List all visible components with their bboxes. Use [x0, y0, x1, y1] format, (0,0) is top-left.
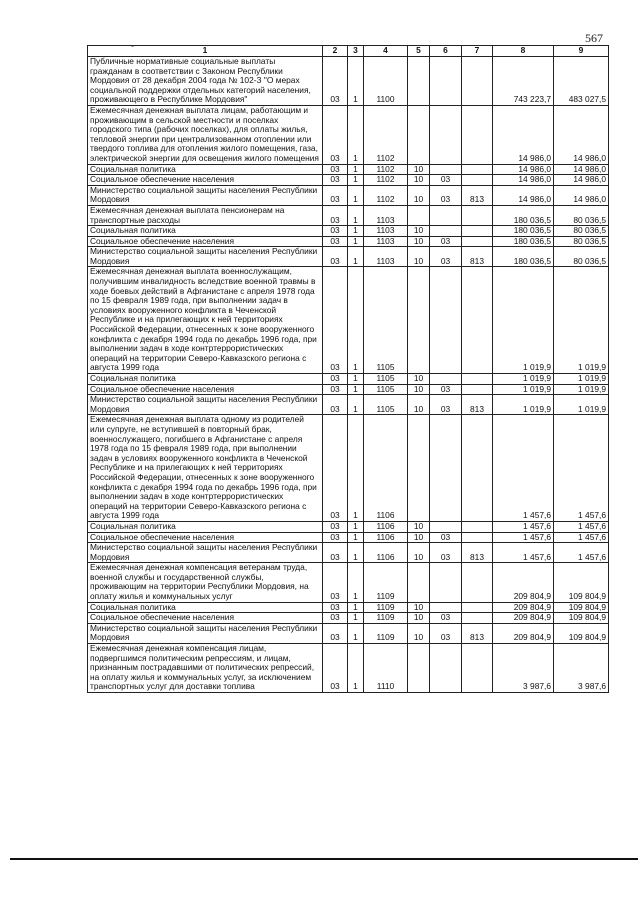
code-7: [462, 226, 493, 237]
code-7: 813: [462, 247, 493, 267]
table-row: [88, 602, 609, 613]
row-description: Ежемесячная денежная выплата одному из родителей или супруге, не вступившей в повторный брак, военнослужащего, погибшего в Афганистане с апреля 1978 года по 15 февраля 1989 года, при выполнении задач в условиях вооруженного конфликта в Чеченской Республике и на прилегающих к ней территориях Российской Федерации, отнесенных к зоне вооруженного конфликта с декабря 1994 года по декабрь 1996 года, при выполнении задач в ходе контртеррористических операций на территории Северо-Кавказского региона с августа 1999 года: [88, 415, 323, 522]
code-6: [430, 105, 462, 164]
amount-9: 109 804,9: [554, 613, 609, 624]
amount-8: 1 019,9: [493, 384, 554, 395]
code-2: 03: [323, 644, 348, 693]
amount-9: 483 027,5: [554, 57, 609, 106]
amount-9: 1 457,6: [554, 532, 609, 543]
amount-9: 80 036,5: [554, 205, 609, 225]
amount-8: 1 019,9: [493, 374, 554, 385]
code-3: 1: [348, 267, 364, 374]
code-7: [462, 563, 493, 602]
amount-8: 1 457,6: [493, 521, 554, 532]
code-5: [408, 205, 430, 225]
code-4: 1102: [364, 185, 408, 205]
column-header-5: 5: [408, 46, 430, 57]
code-6: 03: [430, 185, 462, 205]
code-2: 03: [323, 267, 348, 374]
row-description: Ежемесячная денежная выплата лицам, работающим и проживающим в сельской местности и поселках городского типа (рабочих поселках), для оплаты жилья, тепловой энергии при централизованном отоплении или твердого топлива для отопления жилого помещения, газа, электрической энергии для освещения жилого помещения: [88, 105, 323, 164]
code-5: 10: [408, 384, 430, 395]
row-description: Министерство социальной защиты населения Республики Мордовия: [88, 185, 323, 205]
amount-9: 3 987,6: [554, 644, 609, 693]
amount-9: 80 036,5: [554, 226, 609, 237]
code-3: 1: [348, 164, 364, 175]
code-7: [462, 175, 493, 186]
column-header-9: 9: [554, 46, 609, 57]
column-header-3: 3: [348, 46, 364, 57]
code-2: 03: [323, 164, 348, 175]
code-7: [462, 57, 493, 106]
amount-8: 14 986,0: [493, 185, 554, 205]
code-3: 1: [348, 415, 364, 522]
code-2: 03: [323, 395, 348, 415]
code-7: [462, 236, 493, 247]
row-description: Министерство социальной защиты населения Республики Мордовия: [88, 623, 323, 643]
amount-8: 743 223,7: [493, 57, 554, 106]
code-2: 03: [323, 613, 348, 624]
code-3: 1: [348, 236, 364, 247]
code-5: [408, 644, 430, 693]
amount-8: 209 804,9: [493, 623, 554, 643]
code-2: 03: [323, 374, 348, 385]
table-body: [88, 57, 609, 693]
code-2: 03: [323, 532, 348, 543]
code-2: 03: [323, 602, 348, 613]
code-6: [430, 415, 462, 522]
table-row: [88, 226, 609, 237]
amount-8: 1 019,9: [493, 267, 554, 374]
amount-9: 14 986,0: [554, 175, 609, 186]
table-row: [88, 236, 609, 247]
amount-8: 180 036,5: [493, 236, 554, 247]
amount-8: 209 804,9: [493, 563, 554, 602]
code-5: [408, 57, 430, 106]
code-7: 813: [462, 543, 493, 563]
code-2: 03: [323, 415, 348, 522]
table-row: [88, 175, 609, 186]
table-row: [88, 267, 609, 374]
amount-8: 14 986,0: [493, 175, 554, 186]
header-row: [88, 46, 609, 57]
code-3: 1: [348, 57, 364, 106]
column-header-7: 7: [462, 46, 493, 57]
code-3: 1: [348, 644, 364, 693]
row-description: Социальное обеспечение населения: [88, 175, 323, 186]
code-2: 03: [323, 57, 348, 106]
code-4: 1102: [364, 175, 408, 186]
code-5: [408, 105, 430, 164]
amount-8: 180 036,5: [493, 247, 554, 267]
code-5: 10: [408, 623, 430, 643]
code-2: 03: [323, 236, 348, 247]
page-number: 567: [585, 31, 603, 45]
code-3: 1: [348, 532, 364, 543]
code-6: [430, 57, 462, 106]
amount-9: 1 019,9: [554, 384, 609, 395]
table-row: [88, 384, 609, 395]
code-6: [430, 205, 462, 225]
table-row: [88, 623, 609, 643]
amount-9: 14 986,0: [554, 105, 609, 164]
amount-8: 1 019,9: [493, 395, 554, 415]
column-header-4: 4: [364, 46, 408, 57]
code-6: 03: [430, 532, 462, 543]
code-5: 10: [408, 602, 430, 613]
row-description: Ежемесячная денежная выплата пенсионерам на транспортные расходы: [88, 205, 323, 225]
code-4: 1103: [364, 236, 408, 247]
code-6: [430, 226, 462, 237]
code-3: 1: [348, 185, 364, 205]
amount-8: 180 036,5: [493, 205, 554, 225]
code-2: 03: [323, 247, 348, 267]
code-4: 1105: [364, 384, 408, 395]
amount-8: 209 804,9: [493, 613, 554, 624]
code-5: 10: [408, 185, 430, 205]
code-4: 1106: [364, 521, 408, 532]
code-2: 03: [323, 226, 348, 237]
table-row: [88, 247, 609, 267]
code-7: [462, 374, 493, 385]
amount-8: 1 457,6: [493, 415, 554, 522]
amount-9: 1 019,9: [554, 374, 609, 385]
code-3: 1: [348, 175, 364, 186]
column-header-1: 1: [88, 46, 323, 57]
code-5: [408, 415, 430, 522]
bottom-rule: [10, 858, 638, 860]
amount-9: 109 804,9: [554, 602, 609, 613]
row-description: Социальная политика: [88, 602, 323, 613]
amount-9: 14 986,0: [554, 164, 609, 175]
row-description: Социальное обеспечение населения: [88, 236, 323, 247]
code-4: 1105: [364, 267, 408, 374]
code-2: 03: [323, 563, 348, 602]
table-row: [88, 185, 609, 205]
code-4: 1106: [364, 415, 408, 522]
code-4: 1109: [364, 602, 408, 613]
code-3: 1: [348, 623, 364, 643]
code-6: [430, 267, 462, 374]
code-5: 10: [408, 395, 430, 415]
amount-9: 1 457,6: [554, 543, 609, 563]
amount-8: 14 986,0: [493, 105, 554, 164]
code-3: 1: [348, 247, 364, 267]
table-row: [88, 57, 609, 106]
code-3: 1: [348, 602, 364, 613]
code-2: 03: [323, 543, 348, 563]
amount-9: 109 804,9: [554, 623, 609, 643]
code-7: [462, 205, 493, 225]
table-row: [88, 105, 609, 164]
row-description: Министерство социальной защиты населения Республики Мордовия: [88, 247, 323, 267]
code-4: 1106: [364, 543, 408, 563]
code-2: 03: [323, 623, 348, 643]
code-6: [430, 374, 462, 385]
code-4: 1110: [364, 644, 408, 693]
code-6: 03: [430, 384, 462, 395]
code-6: 03: [430, 175, 462, 186]
row-description: Социальное обеспечение населения: [88, 532, 323, 543]
code-3: 1: [348, 521, 364, 532]
row-description: Социальная политика: [88, 164, 323, 175]
column-header-6: 6: [430, 46, 462, 57]
code-4: 1109: [364, 613, 408, 624]
amount-8: 3 987,6: [493, 644, 554, 693]
code-4: 1103: [364, 205, 408, 225]
code-5: [408, 563, 430, 602]
row-description: Публичные нормативные социальные выплаты гражданам в соответствии с Законом Республики Мордовия от 28 декабря 2004 года № 102-З "О мерах социальной поддержки отдельных категорий населения, проживающего в Республике Мордовия": [88, 57, 323, 106]
code-5: 10: [408, 374, 430, 385]
amount-9: 1 019,9: [554, 395, 609, 415]
row-description: Ежемесячная денежная компенсация лицам, подвергшимся политическим репрессиям, и лицам, признанным пострадавшими от политических репрессий, на оплату жилья и коммунальных услуг, за исключением транспортных услуг для доставки топлива: [88, 644, 323, 693]
code-7: [462, 267, 493, 374]
row-description: Социальная политика: [88, 374, 323, 385]
code-7: [462, 105, 493, 164]
code-6: [430, 521, 462, 532]
row-description: Министерство социальной защиты населения Республики Мордовия: [88, 543, 323, 563]
amount-9: 14 986,0: [554, 185, 609, 205]
code-3: 1: [348, 543, 364, 563]
amount-9: 80 036,5: [554, 236, 609, 247]
code-4: 1103: [364, 226, 408, 237]
table-row: [88, 532, 609, 543]
code-3: 1: [348, 395, 364, 415]
amount-8: 1 457,6: [493, 543, 554, 563]
code-6: [430, 563, 462, 602]
table-row: [88, 563, 609, 602]
code-5: 10: [408, 532, 430, 543]
code-6: 03: [430, 543, 462, 563]
code-7: [462, 384, 493, 395]
code-4: 1102: [364, 164, 408, 175]
code-3: 1: [348, 374, 364, 385]
row-description: Социальная политика: [88, 521, 323, 532]
code-5: 10: [408, 226, 430, 237]
code-6: [430, 164, 462, 175]
amount-8: 180 036,5: [493, 226, 554, 237]
code-5: 10: [408, 164, 430, 175]
code-5: 10: [408, 175, 430, 186]
row-description: Социальная политика: [88, 226, 323, 237]
code-3: 1: [348, 205, 364, 225]
code-3: 1: [348, 563, 364, 602]
code-5: 10: [408, 236, 430, 247]
code-7: [462, 613, 493, 624]
code-4: 1103: [364, 247, 408, 267]
table-row: [88, 205, 609, 225]
code-2: 03: [323, 175, 348, 186]
column-header-8: 8: [493, 46, 554, 57]
amount-9: 109 804,9: [554, 563, 609, 602]
code-4: 1109: [364, 623, 408, 643]
code-4: 1105: [364, 395, 408, 415]
table-row: [88, 164, 609, 175]
table-row: [88, 613, 609, 624]
code-5: 10: [408, 521, 430, 532]
amount-8: 209 804,9: [493, 602, 554, 613]
code-3: 1: [348, 613, 364, 624]
code-2: 03: [323, 185, 348, 205]
code-3: 1: [348, 384, 364, 395]
code-7: 813: [462, 395, 493, 415]
code-6: 03: [430, 613, 462, 624]
code-5: 10: [408, 247, 430, 267]
code-6: 03: [430, 236, 462, 247]
row-description: Ежемесячная денежная компенсация ветеранам труда, военной службы и государственной службы, проживающим на территории Республики Мордовия, на оплату жилья и коммунальных услуг: [88, 563, 323, 602]
code-2: 03: [323, 521, 348, 532]
code-5: 10: [408, 613, 430, 624]
code-4: 1109: [364, 563, 408, 602]
table-row: [88, 395, 609, 415]
code-2: 03: [323, 384, 348, 395]
code-7: [462, 602, 493, 613]
code-7: [462, 521, 493, 532]
code-6: [430, 644, 462, 693]
code-6: 03: [430, 623, 462, 643]
code-6: [430, 602, 462, 613]
code-7: [462, 164, 493, 175]
code-5: 10: [408, 543, 430, 563]
code-5: [408, 267, 430, 374]
code-7: 813: [462, 623, 493, 643]
table-row: [88, 543, 609, 563]
table-row: [88, 644, 609, 693]
code-2: 03: [323, 105, 348, 164]
row-description: Социальное обеспечение населения: [88, 384, 323, 395]
code-7: [462, 644, 493, 693]
code-6: 03: [430, 247, 462, 267]
amount-8: 14 986,0: [493, 164, 554, 175]
amount-9: 1 457,6: [554, 415, 609, 522]
column-header-2: 2: [323, 46, 348, 57]
top-mark: -: [131, 41, 134, 51]
amount-9: 80 036,5: [554, 247, 609, 267]
code-7: [462, 532, 493, 543]
code-3: 1: [348, 226, 364, 237]
row-description: Министерство социальной защиты населения Республики Мордовия: [88, 395, 323, 415]
code-7: 813: [462, 185, 493, 205]
row-description: Социальное обеспечение населения: [88, 613, 323, 624]
row-description: Ежемесячная денежная выплата военнослужащим, получившим инвалидность вследствие военной травмы в ходе боевых действий в Афганистане с апреля 1978 года по 15 февраля 1989 года, при выполнении задач в условиях вооруженного конфликта в Чеченской Республике и на прилегающих к ней территориях Российской Федерации, отнесенных к зоне вооруженного конфликта с декабря 1994 года по декабрь 1996 года, при выполнении задач в ходе контртеррористических операций на территории Северо-Кавказского региона с августа 1999 года: [88, 267, 323, 374]
code-4: 1102: [364, 105, 408, 164]
budget-table: [87, 45, 609, 693]
amount-9: 1 457,6: [554, 521, 609, 532]
table-row: [88, 415, 609, 522]
code-6: 03: [430, 395, 462, 415]
code-4: 1106: [364, 532, 408, 543]
code-7: [462, 415, 493, 522]
code-2: 03: [323, 205, 348, 225]
table-row: [88, 374, 609, 385]
code-3: 1: [348, 105, 364, 164]
table-row: [88, 521, 609, 532]
amount-9: 1 019,9: [554, 267, 609, 374]
code-4: 1105: [364, 374, 408, 385]
code-4: 1100: [364, 57, 408, 106]
amount-8: 1 457,6: [493, 532, 554, 543]
